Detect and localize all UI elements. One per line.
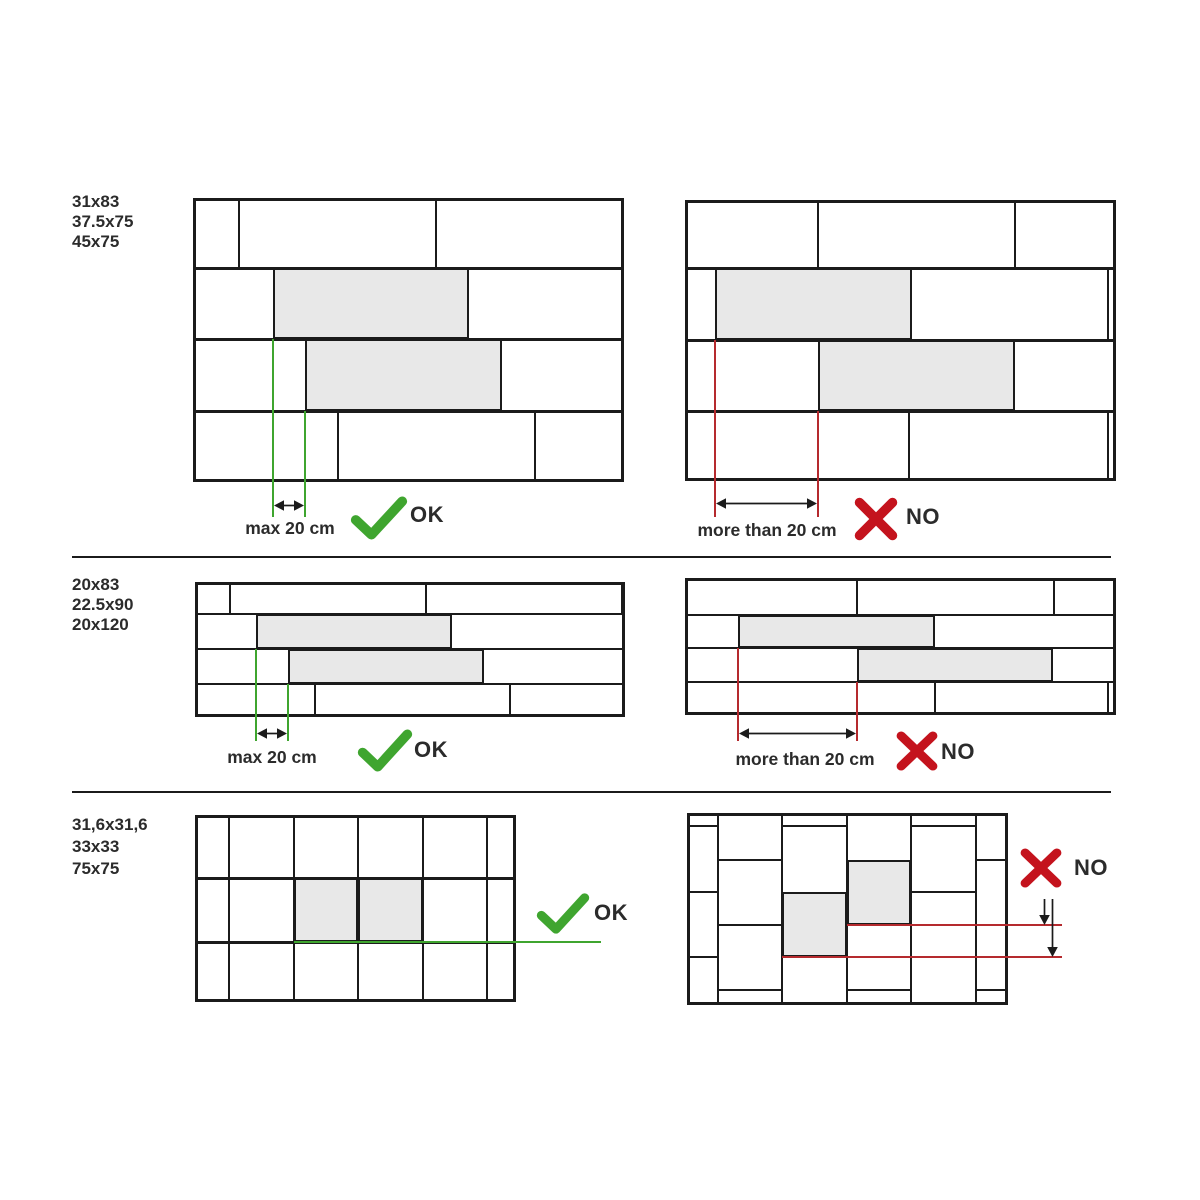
size-label: 75x75 xyxy=(72,859,120,878)
tile-joint-v xyxy=(908,411,910,481)
tile-joint-h xyxy=(687,825,718,827)
highlighted-tile xyxy=(288,649,484,684)
tile-joint-v xyxy=(228,815,230,1002)
tile-joint-v xyxy=(425,582,427,614)
tile-joint-h xyxy=(911,891,976,893)
no-label-1: NO xyxy=(906,504,940,529)
dimension-arrow xyxy=(257,727,287,740)
guide-line-green xyxy=(287,684,288,741)
size-label: 22.5x90 xyxy=(72,595,134,614)
guide-line-red xyxy=(847,924,1062,925)
highlighted-tile xyxy=(857,648,1053,682)
tile-joint-v xyxy=(1053,578,1055,615)
tile-joint-v xyxy=(621,582,623,614)
cross-icon xyxy=(1017,845,1065,891)
tile-joint-v xyxy=(486,815,488,1002)
dimension-arrow xyxy=(739,727,856,740)
tile-joint-v xyxy=(314,684,316,717)
highlighted-tile xyxy=(847,860,911,925)
highlighted-tile xyxy=(818,340,1015,411)
tile-joint-h xyxy=(782,825,847,827)
check-icon xyxy=(357,727,413,774)
tile-joint-h xyxy=(976,859,1008,861)
tile-joint-h xyxy=(718,859,782,861)
guide-line-red xyxy=(817,411,818,517)
tile-joint-v xyxy=(435,198,437,268)
ok-label-1: OK xyxy=(410,502,444,527)
guide-line-red xyxy=(714,340,715,517)
tile-joint-h xyxy=(976,989,1008,991)
size-label: 45x75 xyxy=(72,232,120,251)
size-label: 37.5x75 xyxy=(72,212,134,231)
size-label: 20x120 xyxy=(72,615,129,634)
highlighted-tile xyxy=(273,268,469,339)
highlighted-tile xyxy=(715,268,912,340)
tile-joint-v xyxy=(1107,682,1109,715)
size-labels-group-2 xyxy=(72,575,133,635)
tile-joint-h xyxy=(687,891,718,893)
guide-line-red xyxy=(856,682,857,741)
tile-joint-v xyxy=(229,582,231,614)
tile-joint-v xyxy=(1107,411,1109,481)
size-label: 31,6x31,6 xyxy=(72,815,148,834)
check-icon xyxy=(350,494,408,542)
excess-offset-caption-1: more than 20 cm xyxy=(697,520,837,540)
tile-joint-v xyxy=(934,682,936,715)
tile-joint-v xyxy=(975,813,977,1005)
tile-joint-v xyxy=(238,198,240,268)
tile-joint-v xyxy=(509,684,511,717)
highlighted-tile xyxy=(256,614,452,649)
tile-joint-h xyxy=(911,825,976,827)
highlighted-tile xyxy=(738,615,935,648)
guide-line-green xyxy=(294,941,601,942)
tile-joint-h xyxy=(718,924,782,926)
no-label-2: NO xyxy=(941,739,975,764)
size-label: 31x83 xyxy=(72,192,120,211)
check-icon xyxy=(536,891,590,936)
tile-joint-v xyxy=(534,411,536,482)
size-labels-group-3 xyxy=(72,814,148,880)
highlighted-tile xyxy=(305,339,502,411)
tile-joint-v xyxy=(1014,200,1016,268)
tile-joint-v xyxy=(337,411,339,482)
dimension-arrow xyxy=(274,499,304,512)
highlighted-tile xyxy=(294,878,358,942)
no-label-3: NO xyxy=(1074,855,1108,880)
guide-line-green xyxy=(272,339,273,517)
section-divider xyxy=(72,556,1111,558)
tile-joint-h xyxy=(847,989,911,991)
guide-line-red xyxy=(782,956,1062,957)
offset-arrow xyxy=(1046,899,1059,957)
size-labels-group-1 xyxy=(72,192,133,252)
tile-joint-v xyxy=(856,578,858,615)
highlighted-tile xyxy=(358,878,423,942)
highlighted-tile xyxy=(782,892,847,957)
cross-icon xyxy=(893,728,941,774)
cross-icon xyxy=(851,494,901,544)
dimension-arrow xyxy=(716,497,817,510)
size-label: 33x33 xyxy=(72,837,120,856)
tile-joint-h xyxy=(718,989,782,991)
section-divider xyxy=(72,791,1111,793)
max-offset-caption-2: max 20 cm xyxy=(227,747,317,767)
excess-offset-caption-2: more than 20 cm xyxy=(735,749,875,769)
ok-label-2: OK xyxy=(414,737,448,762)
max-offset-caption-1: max 20 cm xyxy=(245,518,335,538)
ok-label-3: OK xyxy=(594,900,628,925)
tile-joint-h xyxy=(687,956,718,958)
tile-joint-v xyxy=(817,200,819,268)
guide-line-green xyxy=(304,411,305,517)
tile-joint-v xyxy=(1107,268,1109,340)
tile-joint-v xyxy=(717,813,719,1005)
size-label: 20x83 xyxy=(72,575,120,594)
